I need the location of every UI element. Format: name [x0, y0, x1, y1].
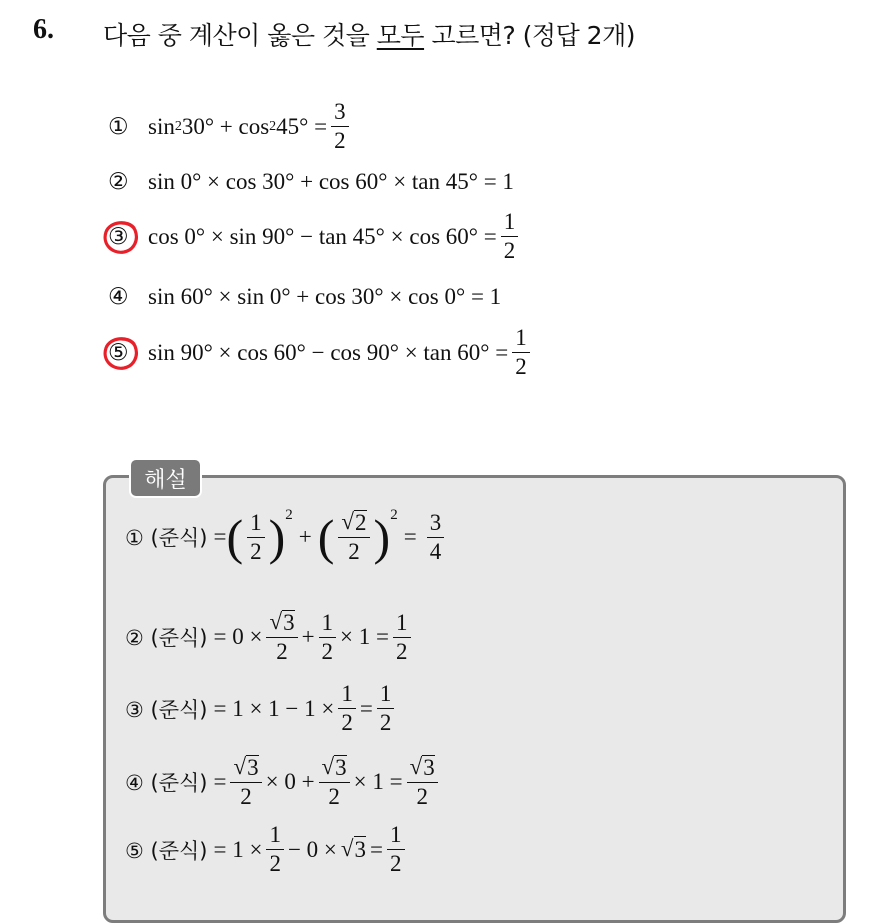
explanation-item-3: ③ (준식) = 1 × 1 − 1 × $\frac{1}{2}$ = $\frac{1}{2}$	[125, 682, 398, 735]
option-1[interactable]	[108, 100, 353, 153]
explanation-item-5: ⑤ (준식) = 1 × $\frac{1}{2}$ − 0 × √ 3 = $\frac{1}{2}$	[125, 823, 409, 876]
option-marker: ③	[108, 224, 148, 250]
question-number: 6.	[33, 14, 54, 45]
option-marker: ⑤	[108, 340, 148, 366]
option-3-expression: cos 0° × sin 90° − tan 45° × cos 60° = $\frac{1}{2}$	[148, 210, 522, 263]
explanation-item-2: ② (준식) = 0 × √ 3 2 + $\frac{1}{2}$ × 1 = $\frac{1}{2}$	[125, 610, 415, 664]
option-4[interactable]	[108, 284, 501, 310]
fraction: $\frac{3}{2}$	[331, 100, 349, 153]
emphasis-underline: 모두	[376, 21, 425, 50]
fraction: $\frac{1}{2}$	[512, 326, 530, 379]
option-marker: ②	[108, 169, 129, 195]
option-marker: ①	[108, 113, 129, 140]
option-2[interactable]	[108, 169, 514, 195]
fraction: $\frac{1}{2}$	[501, 210, 519, 263]
explanation-item-4: ④ (준식) = √ 3 2 × 0 + √ 3 2 × 1 = √ 3 2	[125, 755, 442, 809]
option-5-expression: sin 90° × cos 60° − cos 90° × tan 60° = $\frac{1}{2}$	[148, 326, 534, 379]
option-marker: ④	[108, 284, 129, 310]
option-1-expression: sin 2 30° + cos 2 45° = $\frac{3}{2}$	[148, 100, 353, 153]
option-3[interactable]	[108, 210, 522, 263]
explanation-tab: 해설	[129, 458, 202, 498]
question-text: 다음 중 계산이 옳은 것을 모두 고르면? (정답 2개)	[103, 21, 635, 50]
option-4-expression: sin 60° × sin 0° + cos 30° × cos 0° = 1	[148, 284, 502, 309]
option-2-expression: sin 0° × cos 30° + cos 60° × tan 45° = 1	[148, 169, 514, 194]
option-5[interactable]	[108, 326, 534, 379]
explanation-item-1: ① (준식) = ( $\frac{1}{2}$ ) 2 + ( √ 2 2 ) 2 = $\frac{3}{4}$	[125, 510, 448, 564]
